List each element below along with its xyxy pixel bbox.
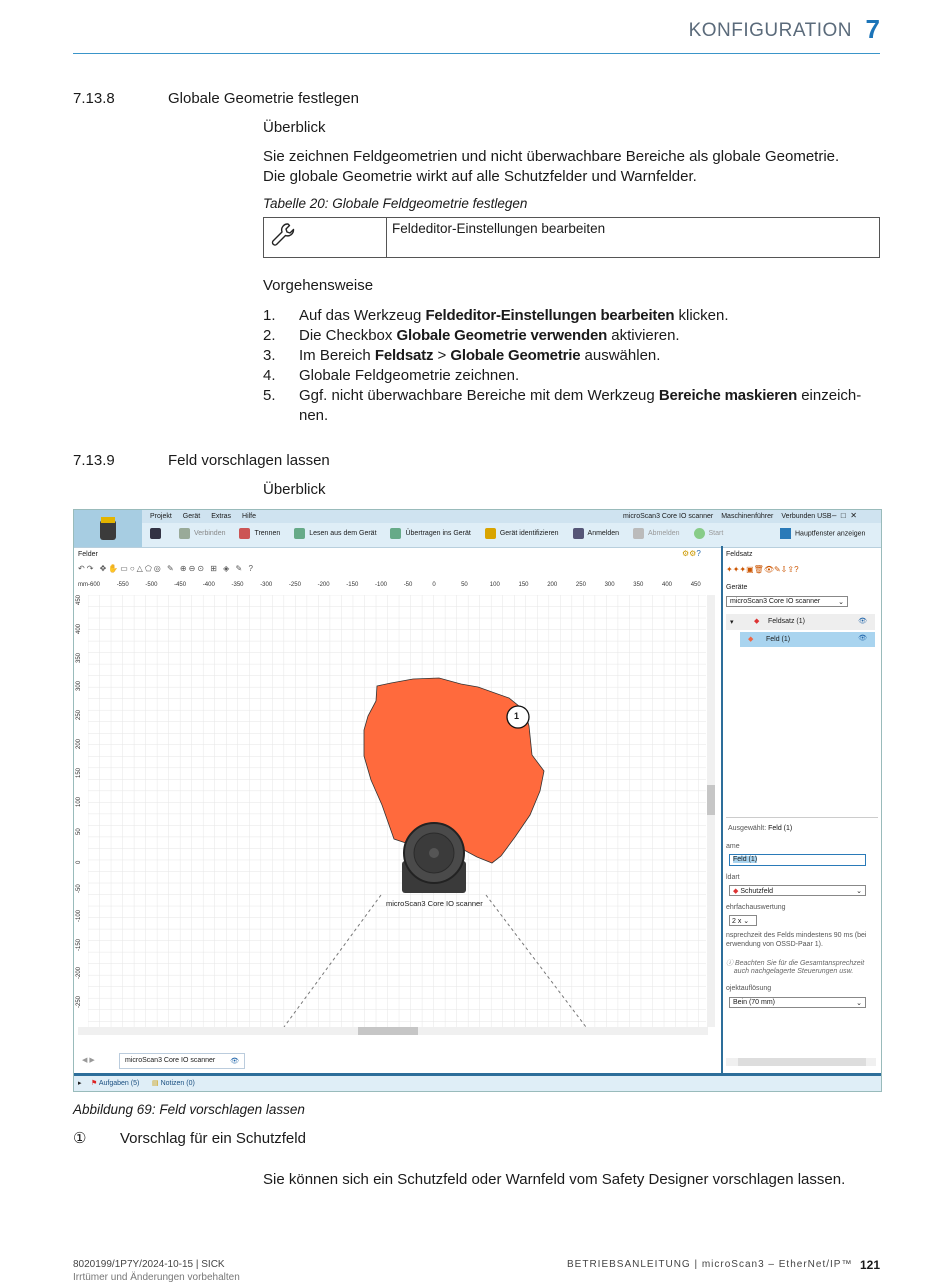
section-title: Globale Geometrie festlegen [168, 90, 359, 107]
pin-icon[interactable]: ⚙ [689, 549, 697, 558]
y-tick-label: 350 [76, 652, 82, 663]
horizontal-scrollbar[interactable] [78, 1027, 708, 1035]
menu-hilfe[interactable]: Hilfe [242, 513, 257, 520]
response-text-2: erwendung von OSSD-Paar 1). [726, 941, 823, 948]
editor-toolbar[interactable]: ↶↷ ✥✋▭○△⬠◎ ✎ ⊕⊖⊙ ⊞ ◈ ✎ ? [78, 564, 255, 573]
identify-device-button[interactable]: Gerät identifizieren [485, 528, 559, 539]
minimize-icon[interactable]: – [832, 511, 837, 520]
title-tabs [623, 513, 832, 520]
fieldtype-select[interactable]: ◆ Schutzfeld ⌄ [729, 885, 866, 896]
eye-icon[interactable]: 👁 [858, 618, 867, 625]
response-text-1: nsprechzeit des Felds mindestens 90 ms (bei [726, 932, 867, 939]
device-tab: microScan3 Core IO scanner [623, 513, 714, 520]
x-tick-label: -250 [288, 582, 301, 588]
procedure-steps [263, 306, 880, 426]
legend-text: Vorschlag für ein Schutzfeld [120, 1130, 306, 1147]
tab-nav-arrows[interactable]: ◀ ▶ [82, 1057, 95, 1064]
save-button[interactable] [150, 528, 165, 539]
x-tick-label: -400 [202, 582, 215, 588]
x-tick-label: 50 [461, 582, 468, 588]
section-title-2: Feld vorschlagen lassen [168, 452, 330, 469]
x-tick-label: 150 [518, 582, 529, 588]
main-menu [150, 513, 265, 520]
x-tick-label: -200 [317, 582, 330, 588]
window-icon [780, 528, 791, 539]
x-tick-label: 450 [690, 582, 701, 588]
fieldset-tools[interactable]: ✦✦✦▣🗑👁✎⇩⇪? [726, 565, 799, 574]
header-rule [73, 53, 880, 54]
x-tick-label: 100 [489, 582, 500, 588]
x-ruler: mm -600 -550 -500 -450 -400 -350 -300 -250 -200 -150 -100 -50 0 50 100 150 200 250 300 350 400 450 [78, 582, 701, 588]
doc-id: 8020199/1P7Y/2024-10-15 | SICK [73, 1259, 225, 1270]
legend-number: ① [73, 1130, 87, 1147]
read-device-button[interactable]: Lesen aus dem Gerät [294, 528, 376, 539]
name-input[interactable]: Feld (1) [729, 854, 866, 866]
info-note: ⓘ Beachten Sie für die Gesamtansprechzeit auch nachgelagerte Steuerungen usw. [726, 960, 865, 975]
scanner-icon [402, 823, 466, 893]
field-canvas[interactable] [88, 595, 706, 1027]
tree-item-fieldset[interactable]: ▾ ◆ Feldsatz (1) 👁 [726, 614, 875, 630]
scanner-label: microScan3 Core IO scanner [386, 899, 483, 908]
y-tick-label: 50 [76, 828, 82, 836]
overview-heading-2: Überblick [263, 481, 326, 498]
x-tick-label: -50 [403, 582, 413, 588]
menu-projekt[interactable]: Projekt [150, 513, 172, 520]
eye-icon[interactable]: 👁 [230, 1058, 239, 1065]
y-tick-label: -250 [76, 996, 82, 1009]
page-number: 121 [859, 1258, 880, 1272]
tree-item-field[interactable]: ◆ Feld (1) 👁 [740, 632, 875, 647]
procedure-heading: Vorgehensweise [263, 277, 374, 294]
panel-tools [682, 549, 701, 558]
multi-eval-select[interactable]: 2 x ⌄ [729, 915, 757, 926]
x-tick-label: 0 [432, 582, 436, 588]
fieldtype-label: ldart [726, 874, 740, 881]
x-tick-label: -450 [174, 582, 187, 588]
device-select[interactable]: microScan3 Core IO scanner ⌄ [726, 596, 848, 607]
field-drawing [88, 595, 706, 1027]
table-caption: Tabelle 20: Globale Feldgeometrie festlegen [263, 196, 528, 211]
notes-button[interactable]: ▤ Notizen (0) [152, 1080, 195, 1087]
scan-limit-right [486, 895, 586, 1027]
x-tick-label: 400 [662, 582, 673, 588]
x-tick-label: 300 [604, 582, 615, 588]
x-tick-label: 200 [547, 582, 558, 588]
start-button[interactable]: Start [694, 528, 724, 539]
maximize-icon[interactable]: □ [840, 511, 846, 520]
step-1: 1. Auf das Werkzeug Feldeditor-Einstellungen bearbeiten klicken. [263, 307, 729, 324]
note-icon: ▤ [152, 1080, 159, 1087]
y-ruler [76, 595, 86, 1027]
x-tick-label: -500 [145, 582, 158, 588]
chapter-number: 7 [865, 14, 880, 44]
login-button[interactable]: Anmelden [573, 528, 620, 539]
overview-text-1: Sie zeichnen Feldgeometrien und nicht überwachbare Bereiche als globale Geometrie. [263, 148, 840, 165]
y-tick-label: -150 [76, 938, 82, 951]
chapter-title: KONFIGURATION [688, 20, 852, 41]
fields-panel-title: Felder [78, 551, 98, 558]
y-tick-label: -200 [76, 967, 82, 980]
y-tick-label: 200 [76, 738, 82, 749]
tool-table [263, 217, 880, 258]
status-bar: ▸ ⚑ Aufgaben (5) ▤ Notizen (0) [74, 1076, 881, 1091]
step-2: 2. Die Checkbox Globale Geometrie verwenden aktivieren. [263, 327, 680, 344]
device-tab-bottom[interactable]: microScan3 Core IO scanner 👁 [119, 1053, 245, 1069]
y-tick-label: -100 [76, 909, 82, 922]
step-3: 3. Im Bereich Feldsatz > Globale Geometrie auswählen. [263, 347, 661, 364]
close-icon[interactable]: ✕ [850, 511, 857, 520]
main-window-button[interactable]: Hauptfenster anzeigen [780, 528, 865, 539]
vertical-scrollbar[interactable] [707, 595, 715, 1027]
y-tick-label: 0 [76, 860, 82, 865]
y-tick-label: 150 [76, 767, 82, 778]
eye-icon[interactable]: 👁 [858, 635, 867, 642]
scan-limit-left [284, 895, 381, 1027]
properties-divider [726, 817, 878, 818]
selected-label: Ausgewählt: Feld (1) [728, 825, 793, 832]
panel-splitter[interactable] [721, 546, 723, 1076]
x-tick-label: -350 [231, 582, 244, 588]
step-5: 5. Ggf. nicht überwachbare Bereiche mit dem Werkzeug Bereiche maskieren einzeich- nen. [263, 387, 862, 424]
fieldset-panel-title: Feldsatz [726, 551, 753, 558]
info-icon: ⓘ [726, 960, 733, 967]
x-tick-label: -600 [88, 582, 101, 588]
flag-icon: ⚑ [91, 1080, 98, 1087]
y-tick-label: 400 [76, 623, 82, 634]
window-controls [832, 511, 857, 520]
toolbar-buttons [150, 528, 735, 541]
software-screenshot [73, 509, 882, 1092]
figure-caption: Abbildung 69: Feld vorschlagen lassen [73, 1102, 305, 1117]
logout-button[interactable]: Abmelden [633, 528, 680, 539]
x-tick-label: -300 [260, 582, 273, 588]
y-tick-label: 250 [76, 710, 82, 721]
overview-heading: Überblick [263, 119, 326, 136]
x-tick-label: 250 [575, 582, 586, 588]
help-icon[interactable]: ? [696, 549, 701, 558]
x-tick-label: -550 [116, 582, 129, 588]
step-4: 4. Globale Feldgeometrie zeichnen. [263, 367, 520, 384]
menu-geraet[interactable]: Gerät [182, 513, 201, 520]
x-tick-label: -100 [375, 582, 388, 588]
x-tick-label: 350 [633, 582, 644, 588]
doc-title: BETRIEBSANLEITUNG | microScan3 – EtherNet/IP™ [567, 1259, 853, 1270]
menu-extras[interactable]: Extras [211, 513, 232, 520]
y-tick-label: 300 [76, 681, 82, 692]
role-tab: Maschinenführer [721, 513, 774, 520]
section-number: 7.13.8 [73, 90, 115, 107]
device-logo [74, 510, 142, 547]
disconnect-button[interactable]: Trennen [239, 528, 280, 539]
resolution-select[interactable]: Bein (70 mm) ⌄ [729, 997, 866, 1008]
y-tick-label: 100 [76, 796, 82, 807]
section-number-2: 7.13.9 [73, 452, 115, 469]
overview-text-2: Die globale Geometrie wirkt auf alle Schutzfelder und Warnfelder. [263, 168, 697, 185]
x-tick-label: -150 [346, 582, 359, 588]
tool-icon-cell [264, 218, 387, 258]
callout-label: 1 [514, 711, 520, 721]
name-label: ame [726, 843, 740, 850]
settings-icon[interactable]: ⚙ [682, 549, 690, 558]
tool-label-cell: Feldeditor-Einstellungen bearbeiten [387, 218, 880, 258]
resolution-label: ojektauflösung [726, 985, 772, 992]
connection-tab: Verbunden USB [781, 513, 832, 520]
connect-button[interactable]: Verbinden [179, 528, 226, 539]
transfer-device-button[interactable]: Übertragen ins Gerät [390, 528, 470, 539]
devices-label: Geräte [726, 584, 748, 591]
y-tick-label: -50 [76, 884, 82, 893]
body-text: Sie können sich ein Schutzfeld oder Warnfeld vom Safety Designer vorschlagen lassen. [263, 1171, 846, 1188]
field-icon: ◆ [748, 636, 754, 643]
wrench-icon [269, 237, 297, 252]
right-scrollbar[interactable] [726, 1058, 876, 1066]
disclaimer: Irrtümer und Änderungen vorbehalten [73, 1272, 240, 1283]
multi-eval-label: ehrfachauswertung [726, 904, 786, 911]
tasks-button[interactable]: ⚑ Aufgaben (5) [91, 1080, 140, 1087]
fieldset-icon: ◆ [754, 618, 760, 625]
y-tick-label: 450 [76, 594, 82, 605]
